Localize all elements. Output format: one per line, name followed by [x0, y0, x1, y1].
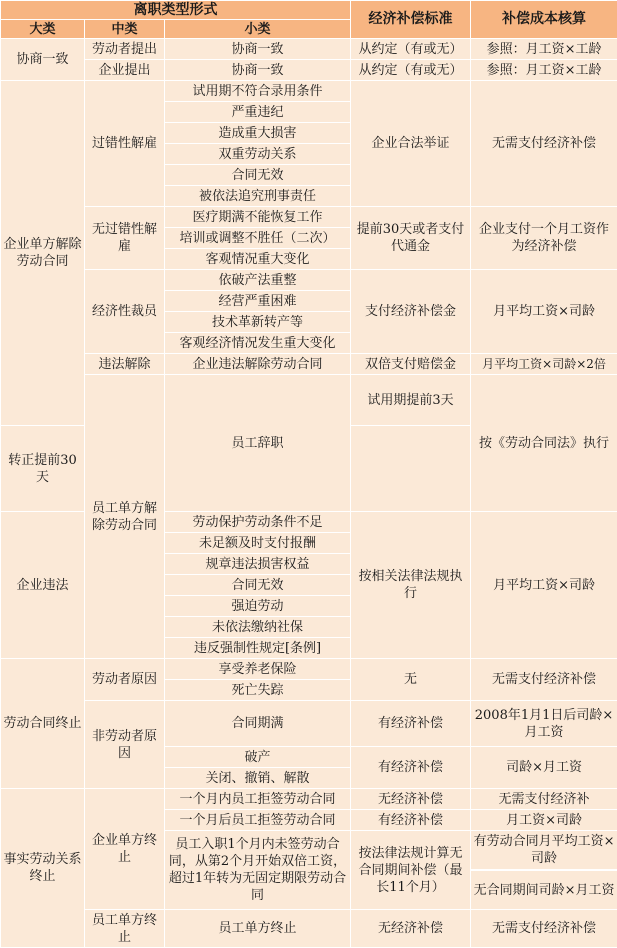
standard-cell: 无经济补偿 — [351, 910, 471, 948]
standard-cell: 无 — [351, 659, 471, 701]
minor-cell: 转正提前30天 — [1, 426, 85, 512]
middle-cell: 过错性解雇 — [85, 81, 165, 207]
cost-cell: 参照：月工资×工龄 — [471, 39, 617, 60]
standard-cell: 有经济补偿 — [351, 810, 471, 831]
header-minor: 小类 — [165, 20, 351, 39]
minor-cell: 造成重大损害 — [165, 123, 351, 144]
cost-cell: 司龄×月工资 — [471, 747, 617, 789]
minor-cell: 关闭、撤销、解散 — [165, 768, 351, 789]
standard-cell: 提前30天或者支付代通金 — [351, 207, 471, 270]
cost-cell: 参照：月工资×工龄 — [471, 60, 617, 81]
standard-cell: 从约定（有或无） — [351, 39, 471, 60]
cost-cell: 无需支付经济补偿 — [471, 81, 617, 207]
middle-cell: 企业单方终止 — [85, 789, 165, 910]
minor-cell: 劳动保护劳动条件不足 — [165, 512, 351, 533]
cost-cell: 月平均工资×司龄 — [471, 512, 617, 659]
standard-cell: 企业合法举证 — [351, 81, 471, 207]
minor-cell: 双重劳动关系 — [165, 144, 351, 165]
major-contract-end: 劳动合同终止 — [1, 659, 85, 789]
minor-cell: 一个月后员工拒签劳动合同 — [165, 810, 351, 831]
cost-cell: 月平均工资×司龄×2倍 — [471, 354, 617, 375]
minor-cell: 培训或调整不胜任（二次） — [165, 228, 351, 249]
standard-cell: 按《劳动合同法》执行 — [471, 375, 617, 512]
cost-cell: 企业支付一个月工资作为经济补偿 — [471, 207, 617, 270]
cost-cell: 无需支付经济补偿 — [471, 659, 617, 701]
minor-cell: 技术革新转产等 — [165, 312, 351, 333]
minor-cell: 合同期满 — [165, 701, 351, 747]
middle-cell: 违法解除 — [85, 354, 165, 375]
header-type-form: 离职类型形式 — [1, 1, 351, 20]
cost-cell: 2008年1月1日后司龄×月工资 — [471, 701, 617, 747]
cost-cell: 有劳动合同月平均工资×司龄 — [471, 831, 617, 870]
middle-cell: 员工辞职 — [165, 375, 351, 512]
cost-cell: 无合同期间司龄×月工资 — [471, 871, 617, 910]
middle-cell: 企业提出 — [85, 60, 165, 81]
standard-cell: 按法律法规计算无合同期间补偿（最长11个月） — [351, 831, 471, 910]
minor-cell: 员工单方终止 — [165, 910, 351, 948]
cost-cell: 月平均工资×司龄 — [471, 270, 617, 354]
minor-cell: 医疗期满不能恢复工作 — [165, 207, 351, 228]
standard-cell: 按相关法律法规执行 — [351, 512, 471, 659]
major-employer-termination: 企业单方解除劳动合同 — [1, 81, 85, 426]
minor-cell: 严重违纪 — [165, 102, 351, 123]
minor-cell: 强迫劳动 — [165, 596, 351, 617]
minor-cell: 依破产法重整 — [165, 270, 351, 291]
minor-cell: 试用期不符合录用条件 — [165, 81, 351, 102]
minor-cell: 协商一致 — [165, 60, 351, 81]
minor-cell: 死亡失踪 — [165, 680, 351, 701]
middle-cell: 经济性裁员 — [85, 270, 165, 354]
header-cost-accounting: 补偿成本核算 — [471, 1, 617, 39]
minor-cell: 合同无效 — [165, 575, 351, 596]
minor-cell: 合同无效 — [165, 165, 351, 186]
middle-cell: 非劳动者原因 — [85, 701, 165, 789]
cost-cell: 无需支付经济补 — [471, 789, 617, 810]
middle-cell: 企业违法 — [1, 512, 85, 659]
standard-cell: 双倍支付赔偿金 — [351, 354, 471, 375]
minor-cell: 企业违法解除劳动合同 — [165, 354, 351, 375]
major-negotiation: 协商一致 — [1, 39, 85, 81]
standard-cell: 支付经济补偿金 — [351, 270, 471, 354]
middle-cell: 员工单方终止 — [85, 910, 165, 948]
standard-cell: 有经济补偿 — [351, 701, 471, 747]
minor-cell: 试用期提前3天 — [351, 375, 471, 426]
minor-cell: 享受养老保险 — [165, 659, 351, 680]
minor-cell: 一个月内员工拒签劳动合同 — [165, 789, 351, 810]
minor-cell: 破产 — [165, 747, 351, 768]
minor-cell: 未依法缴纳社保 — [165, 617, 351, 638]
minor-cell: 客观情况重大变化 — [165, 249, 351, 270]
middle-cell: 劳动者提出 — [85, 39, 165, 60]
cost-cell: 无需支付经济补偿 — [471, 910, 617, 948]
middle-cell: 劳动者原因 — [85, 659, 165, 701]
standard-cell: 有经济补偿 — [351, 747, 471, 789]
minor-cell: 规章违法损害权益 — [165, 554, 351, 575]
minor-cell: 违反强制性规定[条例] — [165, 638, 351, 659]
standard-cell: 无经济补偿 — [351, 789, 471, 810]
major-de-facto: 事实劳动关系终止 — [1, 789, 85, 948]
cost-cell: 月工资×司龄 — [471, 810, 617, 831]
major-employee-termination: 员工单方解除劳动合同 — [85, 375, 165, 659]
header-compensation-standard: 经济补偿标准 — [351, 1, 471, 39]
minor-cell: 协商一致 — [165, 39, 351, 60]
header-major: 大类 — [1, 20, 85, 39]
header-middle: 中类 — [85, 20, 165, 39]
minor-cell: 员工入职1个月内未签劳动合同，从第2个月开始双倍工资，超过1年转为无固定期限劳动合同 — [165, 831, 351, 910]
minor-cell: 被依法追究刑事责任 — [165, 186, 351, 207]
minor-cell: 客观经济情况发生重大变化 — [165, 333, 351, 354]
minor-cell: 未足额及时支付报酬 — [165, 533, 351, 554]
middle-cell: 无过错性解雇 — [85, 207, 165, 270]
minor-cell: 经营严重困难 — [165, 291, 351, 312]
standard-cell: 从约定（有或无） — [351, 60, 471, 81]
